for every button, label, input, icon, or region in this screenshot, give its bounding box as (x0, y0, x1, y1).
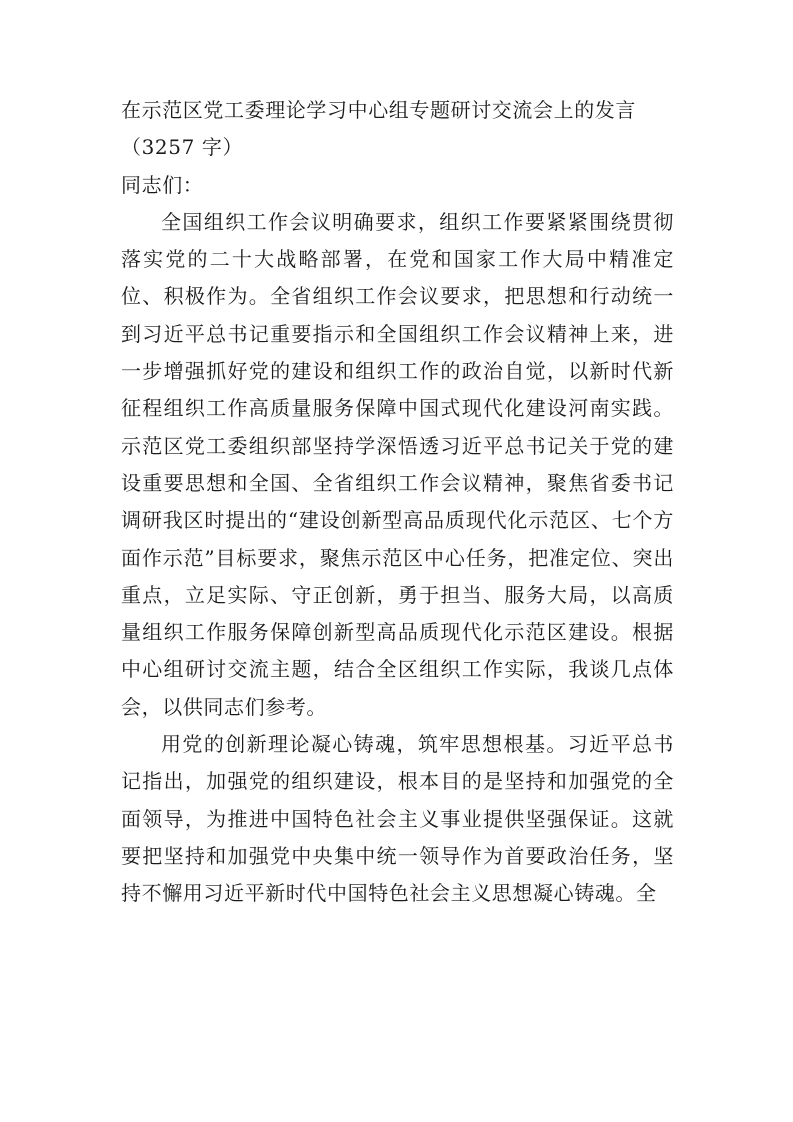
document-body (121, 92, 674, 913)
paragraph-1: 全国组织工作会议明确要求，组织工作要紧紧围绕贯彻落实党的二十大战略部署，在党和国家工作大局中精准定位、积极作为。全省组织工作会议要求，把思想和行动统一到习近平总书记重要指示和全国组织工作会议精神上来，进一步增强抓好党的建设和组织工作的政治自觉，以新时代新征程组织工作高质量服务保障中国式现代化建设河南实践。示范区党工委组织部坚持学深悟透习近平总书记关于党的建设重要思想和全国、全省组织工作会议精神，聚焦省委书记调研我区时提出的“建设创新型高品质现代化示范区、七个方面作示范”目标要求，聚焦示范区中心任务，把准定位、突出重点，立足实际、守正创新，勇于担当、服务大局，以高质量组织工作服务保障创新型高品质现代化示范区建设。根据中心组研讨交流主题，结合全区组织工作实际，我谈几点体会，以供同志们参考。 (121, 209, 674, 719)
document-title: 在示范区党工委理论学习中心组专题研讨交流会上的发言 (121, 98, 636, 122)
word-count: （3257 字） (121, 135, 244, 160)
paragraph-2: 用党的创新理论凝心铸魂，筑牢思想根基。习近平总书记指出，加强党的组织建设，根本目的是坚持和加强党的全面领导，为推进中国特色社会主义事业提供坚强保证。这就要把坚持和加强党中央集中统一领导作为首要政治任务，坚持不懈用习近平新时代中国特色社会主义思想凝心铸魂。全 (121, 732, 674, 906)
salutation: 同志们： (121, 172, 204, 197)
